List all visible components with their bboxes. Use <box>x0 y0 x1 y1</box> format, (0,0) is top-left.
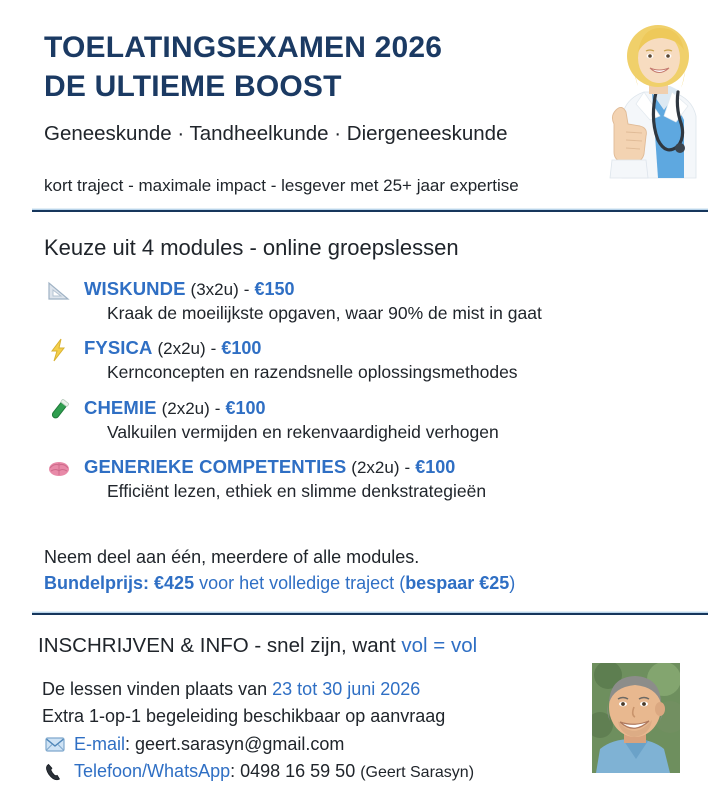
triangle-ruler-icon <box>46 279 72 303</box>
module-hours: (2x2u) <box>161 398 210 418</box>
module-name: FYSICA <box>84 337 153 359</box>
module-name: CHEMIE <box>84 396 157 418</box>
phone-label: Telefoon/WhatsApp <box>74 761 231 782</box>
bundle-savings: bespaar €25 <box>405 573 510 594</box>
module-description: Kernconcepten en razendsnelle oplossingsmethodes <box>107 362 518 383</box>
module-item <box>44 278 684 325</box>
bundle-block <box>44 544 704 596</box>
page-title-line-1: TOELATINGSEXAMEN 2026 <box>44 31 443 64</box>
test-tube-icon <box>46 398 72 422</box>
module-title-row <box>84 397 684 420</box>
module-price: €100 <box>415 456 456 477</box>
contact-heading <box>38 634 477 658</box>
contact-heading-accent: vol = vol <box>401 634 478 657</box>
module-hours: (3x2u) <box>190 280 239 299</box>
email-label: E-mail <box>74 733 126 754</box>
bundle-price-line <box>44 570 704 596</box>
header <box>44 28 584 148</box>
module-item <box>44 337 684 384</box>
course-dates-prefix: De lessen vinden plaats van <box>42 679 273 699</box>
module-item <box>44 397 684 444</box>
module-price: €100 <box>221 338 262 359</box>
tagline: kort traject - maximale impact - lesgever met 25+ jaar expertise <box>44 176 519 195</box>
module-price: €150 <box>254 279 295 299</box>
bundle-closing: ) <box>509 573 516 594</box>
phone-value[interactable]: : 0498 16 59 50 <box>230 761 361 782</box>
course-dates-line <box>42 676 602 703</box>
module-name: WISKUNDE <box>84 278 186 299</box>
bundle-participation-note: Neem deel aan één, meerdere of alle modules. <box>44 547 420 567</box>
extra-coaching-line: Extra 1-op-1 begeleiding beschikbaar op aanvraag <box>42 706 446 727</box>
phone-contact-person: (Geert Sarasyn) <box>360 764 475 782</box>
module-description: Kraak de moeilijkste opgaven, waar 90% de mist in gaat <box>107 302 542 323</box>
modules-list <box>44 278 684 515</box>
modules-heading: Keuze uit 4 modules - online groepslessen <box>44 235 459 260</box>
module-separator: - <box>214 398 221 418</box>
page-title-line-2: DE ULTIEME BOOST <box>44 70 342 103</box>
lightning-bolt-icon <box>46 338 72 362</box>
module-description: Valkuilen vermijden en rekenvaardigheid verhogen <box>107 421 499 442</box>
module-title-row <box>84 278 684 301</box>
module-separator: - <box>210 339 217 359</box>
contact-heading-plain: INSCHRIJVEN & INFO - snel zijn, want <box>38 634 402 657</box>
divider-top <box>32 210 708 212</box>
instructor-portrait-photo <box>592 663 680 773</box>
brain-icon <box>46 457 72 481</box>
module-hours: (2x2u) <box>157 339 206 359</box>
module-separator: - <box>404 457 411 477</box>
module-title-row <box>84 456 684 479</box>
module-hours: (2x2u) <box>351 457 400 477</box>
module-item <box>44 456 684 503</box>
module-separator: - <box>243 280 250 299</box>
email-icon <box>44 735 66 755</box>
bundle-middle-text: voor het volledige traject ( <box>194 573 406 594</box>
phone-icon <box>44 762 66 782</box>
bundle-label: Bundelprijs: <box>44 573 150 594</box>
doctor-thumbs-up-photo <box>592 20 716 180</box>
subjects-subtitle: Geneeskunde · Tandheelkunde · Diergeneeskunde <box>44 122 508 145</box>
module-price: €100 <box>225 397 266 418</box>
module-name: GENERIEKE COMPETENTIES <box>84 455 347 477</box>
module-title-row <box>84 337 684 360</box>
phone-row[interactable] <box>42 758 602 785</box>
email-row[interactable] <box>42 731 602 758</box>
course-dates-value: 23 tot 30 juni 2026 <box>272 679 421 699</box>
email-value[interactable]: : geert.sarasyn@gmail.com <box>125 733 345 754</box>
divider-bottom <box>32 613 708 615</box>
bundle-price: €425 <box>154 573 195 594</box>
module-description: Efficiënt lezen, ethiek en slimme denkstrategieën <box>107 480 487 501</box>
contact-details <box>42 676 602 785</box>
